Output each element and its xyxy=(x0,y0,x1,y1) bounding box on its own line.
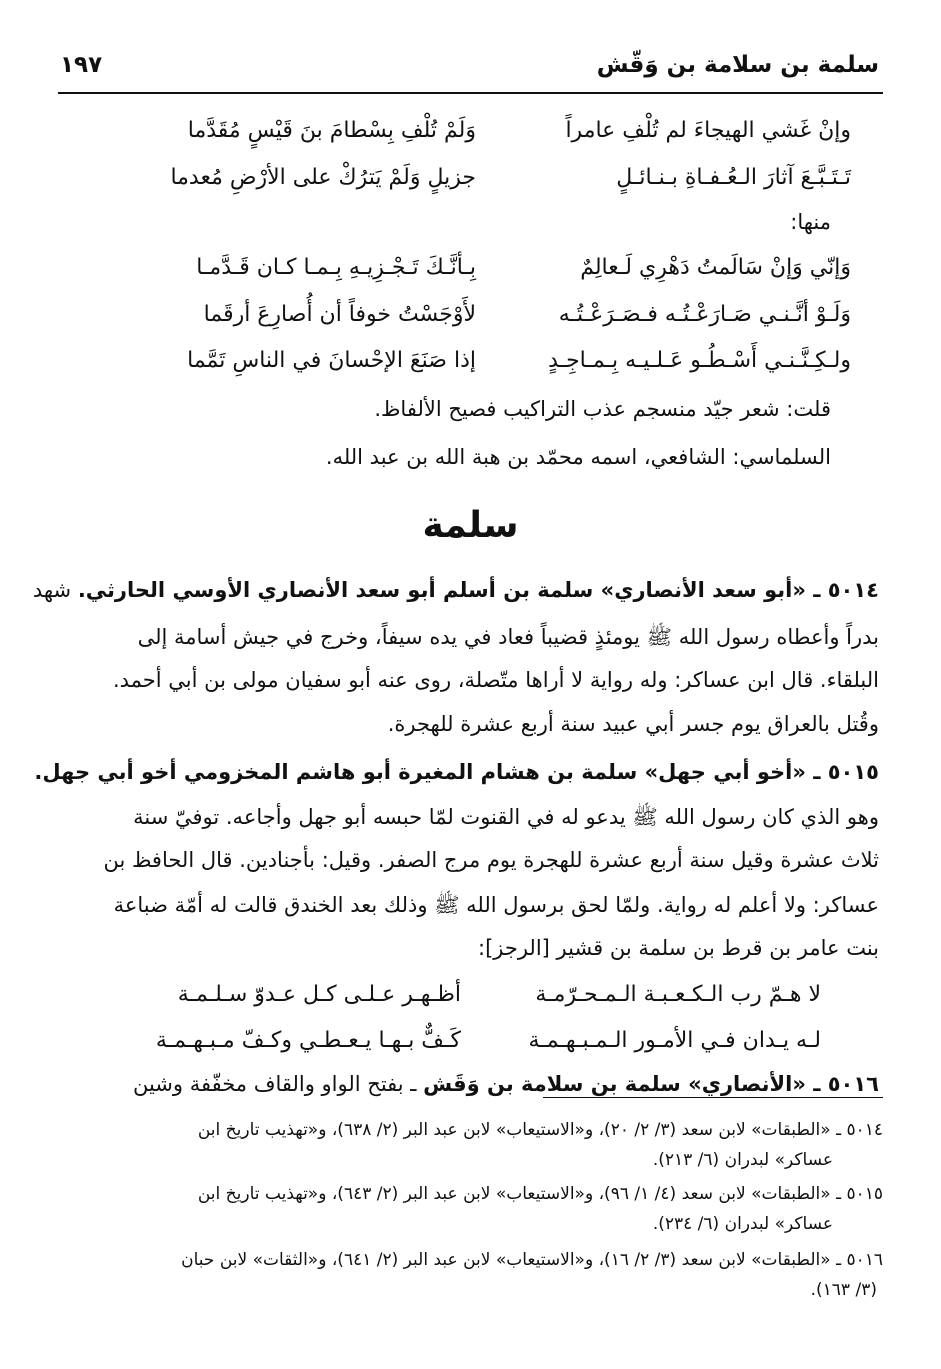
poem-verse xyxy=(121,118,851,158)
verse-second-hemistich: بِـأنَّـكَ تَـجْـزِيـهِ بِـمـا كـان قَـدَّمـا xyxy=(196,255,476,280)
entry-5014-line xyxy=(32,578,879,602)
footnote-line: عساكر» لبدران (٦/ ٢١٣). xyxy=(652,1150,833,1170)
entry-text-line: البلقاء. قال ابن عساكر: وله رواية لا أراها متّصلة، روى عنه أبو سفيان مولى بن أبي أحمد. xyxy=(112,668,879,692)
footnote-divider xyxy=(543,1097,883,1098)
entry-5016-line xyxy=(62,1072,879,1096)
entry-heading: ٥٠١٦ ـ «الأنصاري» سلمة بن سلامة بن وَقَش xyxy=(423,1072,879,1096)
verse-first-hemistich: ولـكِـنَّـنـي أَسْـطُـو عَـلـيـه بِـمـاجِـدٍ xyxy=(548,348,851,373)
entry-text-line: وهو الذي كان رسول الله ﷺ يدعو له في القنوت لمّا حبسه أبو جهل وأجاعه. توفيّ سنة xyxy=(133,805,879,829)
poem-verse xyxy=(121,302,851,342)
poem-verse xyxy=(121,165,851,205)
entry-text-line: ثلاث عشرة وقيل سنة أربع عشرة للهجرة يوم مرج الصفر. وقيل: بأجنادين. قال الحافظ بن xyxy=(103,848,879,872)
footnote-line: ٥٠١٥ ـ «الطبقات» لابن سعد (٤/ ١/ ٩٦)، و«الاستيعاب» لابن عبد البر (٢/ ٦٤٣)، و«تهذيب تاريخ ابن xyxy=(197,1184,883,1204)
entry-text-line: وقُتل بالعراق يوم جسر أبي عبيد سنة أربع عشرة للهجرة. xyxy=(387,712,879,736)
running-header-title: سلمة بن سلامة بن وَقّش xyxy=(596,52,879,78)
entry-text-line: عساكر: ولا أعلم له رواية. ولمّا لحق برسول الله ﷺ وذلك بعد الخندق قالت له أمّة ضباعة xyxy=(113,893,879,917)
verse-second-hemistich: لأَوْجَسْتُ خوفاً أن أُصارِعَ أرقَما xyxy=(203,302,476,327)
verse-second-hemistich: إذا صَنَعَ الإحْسانَ في الناسِ تَمَّما xyxy=(187,348,476,373)
section-title: سلمة xyxy=(422,505,519,546)
rajaz-verse xyxy=(141,1028,821,1068)
poem-verse xyxy=(121,348,851,388)
entry-heading: ٥٠١٤ ـ «أبو سعد الأنصاري» سلمة بن أسلم أبو سعد الأنصاري الأوسي الحارثي. xyxy=(77,578,879,602)
entry-text-line: بدراً وأعطاه رسول الله ﷺ يومئذٍ قضيباً فعاد في يده سيفاً، وخرج في جيش أسامة إلى xyxy=(137,625,879,649)
verse-first-hemistich: وَلَـوْ أنَّـنـي صَـارَعْـتُـه فـصَـرَعْـتُـه xyxy=(558,302,851,327)
verse-second-hemistich: كَـفٌّ بـهـا يـعـطـي وكـفّ مـبـهـمـة xyxy=(155,1028,461,1053)
rajaz-verse xyxy=(141,982,821,1022)
verse-second-hemistich: جزيلٍ وَلَمْ يَترُكْ على الأرْضِ مُعدما xyxy=(170,165,476,190)
poem-verse xyxy=(121,255,851,295)
verse-first-hemistich: وَإنّي وَإنْ سَالَمتُ دَهْرِي لَـعالِمٌ xyxy=(580,255,851,280)
minha-label: منها: xyxy=(790,210,831,234)
author-note: السلماسي: الشافعي، اسمه محمّد بن هبة الله بن عبد الله. xyxy=(325,445,831,469)
footnote-line: ٥٠١٤ ـ «الطبقات» لابن سعد (٣/ ٢/ ٢٠)، و«الاستيعاب» لابن عبد البر (٢/ ٦٣٨)، و«تهذيب تاريخ ابن xyxy=(197,1120,883,1140)
entry-text-line: بنت عامر بن قرط بن سلمة بن قشير [الرجز]: xyxy=(478,936,879,960)
entry-heading: ٥٠١٥ ـ «أخو أبي جهل» سلمة بن هشام المغيرة أبو هاشم المخزومي أخو أبي جهل. xyxy=(34,760,879,784)
entry-text: ـ بفتح الواو والقاف مخفّفة وشين xyxy=(132,1072,417,1096)
verse-second-hemistich: أظـهـر عـلـى كـل عـدوّ سـلـمـة xyxy=(177,982,461,1007)
footnote-line: عساكر» لبدران (٦/ ٢٣٤). xyxy=(652,1214,833,1234)
footnote-line: ٥٠١٦ ـ «الطبقات» لابن سعد (٣/ ٢/ ١٦)، و«الاستيعاب» لابن عبد البر (٢/ ٦٤١)، و«الثقات» لابن حبان xyxy=(181,1250,883,1270)
verse-first-hemistich: تَـتَـبَّـعَ آثارَ الـعُـفـاةِ بـنـائـلٍ xyxy=(616,165,851,190)
page-number: ١٩٧ xyxy=(60,52,103,78)
verse-first-hemistich: وإنْ غَشي الهيجاءَ لم تُلْفِ عامراً xyxy=(565,118,851,143)
entry-text: شهد xyxy=(32,578,72,602)
header-divider xyxy=(58,92,883,94)
author-note: قلت: شعر جيّد منسجم عذب التراكيب فصيح الألفاظ. xyxy=(374,397,831,421)
footnote-line: (٣/ ١٦٣). xyxy=(810,1280,877,1300)
verse-first-hemistich: لـه يـدان فـي الأمـور الـمـبـهـمـة xyxy=(528,1028,821,1053)
verse-second-hemistich: وَلَمْ تُلْفِ بِسْطامَ بنَ قَيْسٍ مُقَدَّما xyxy=(187,118,476,143)
verse-first-hemistich: لا هـمّ رب الـكـعـبـة الـمـحـرّمـة xyxy=(535,982,821,1007)
